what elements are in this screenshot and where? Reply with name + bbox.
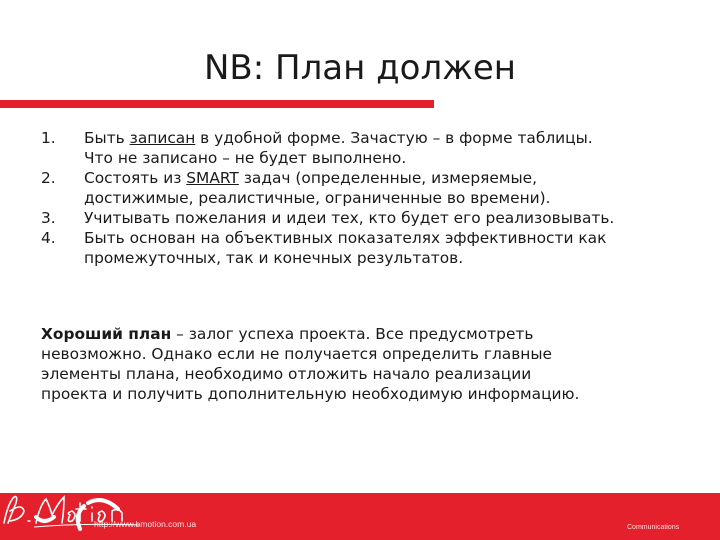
- list-number: 1.: [41, 129, 56, 147]
- underlined-term: записан: [129, 129, 196, 147]
- text-fragment: – залог успеха проекта. Все предусмотреть: [171, 325, 534, 343]
- list-line: Учитывать пожелания и идеи тех, кто будет его реализовывать.: [84, 209, 615, 227]
- paragraph-line: элементы плана, необходимо отложить начало реализации: [41, 365, 532, 383]
- list-item: [41, 208, 701, 228]
- underlined-term: SMART: [186, 169, 239, 187]
- requirements-list: [41, 128, 701, 268]
- text-fragment: Состоять из: [84, 169, 187, 187]
- list-item: [41, 168, 701, 208]
- text-fragment: Быть: [84, 129, 130, 147]
- title-underline-bar: [0, 100, 434, 108]
- list-item: [41, 228, 701, 268]
- paragraph-line: [41, 324, 701, 344]
- list-line: достижимые, реалистичные, ограниченные во времени).: [84, 189, 551, 207]
- list-line: промежуточных, так и конечных результатов.: [84, 249, 464, 267]
- footer-url-link[interactable]: http://www.bmotion.com.ua: [94, 519, 197, 529]
- bmotion-signature-logo: [0, 493, 150, 533]
- list-number: 2.: [41, 169, 56, 187]
- bold-term: Хороший план: [41, 325, 172, 343]
- footer-caption: Communications: [627, 524, 680, 531]
- list-line: [84, 168, 701, 188]
- list-number: 4.: [41, 229, 56, 247]
- list-line: Быть основан на объективных показателях эффективности как: [84, 229, 607, 247]
- paragraph-line: проекта и получить дополнительную необходимую информацию.: [41, 385, 580, 403]
- list-item: [41, 128, 701, 168]
- list-line: Что не записано – не будет выполнено.: [84, 149, 407, 167]
- text-fragment: задач (определенные, измеряемые,: [238, 169, 537, 187]
- list-line: [84, 128, 701, 148]
- text-fragment: в удобной форме. Зачастую – в форме таблицы.: [195, 129, 593, 147]
- footer-bar: [0, 493, 720, 540]
- paragraph-line: невозможно. Однако если не получается определить главные: [41, 345, 552, 363]
- summary-paragraph: [41, 324, 701, 404]
- list-number: 3.: [41, 209, 56, 227]
- slide-title: NB: План должен: [203, 48, 516, 88]
